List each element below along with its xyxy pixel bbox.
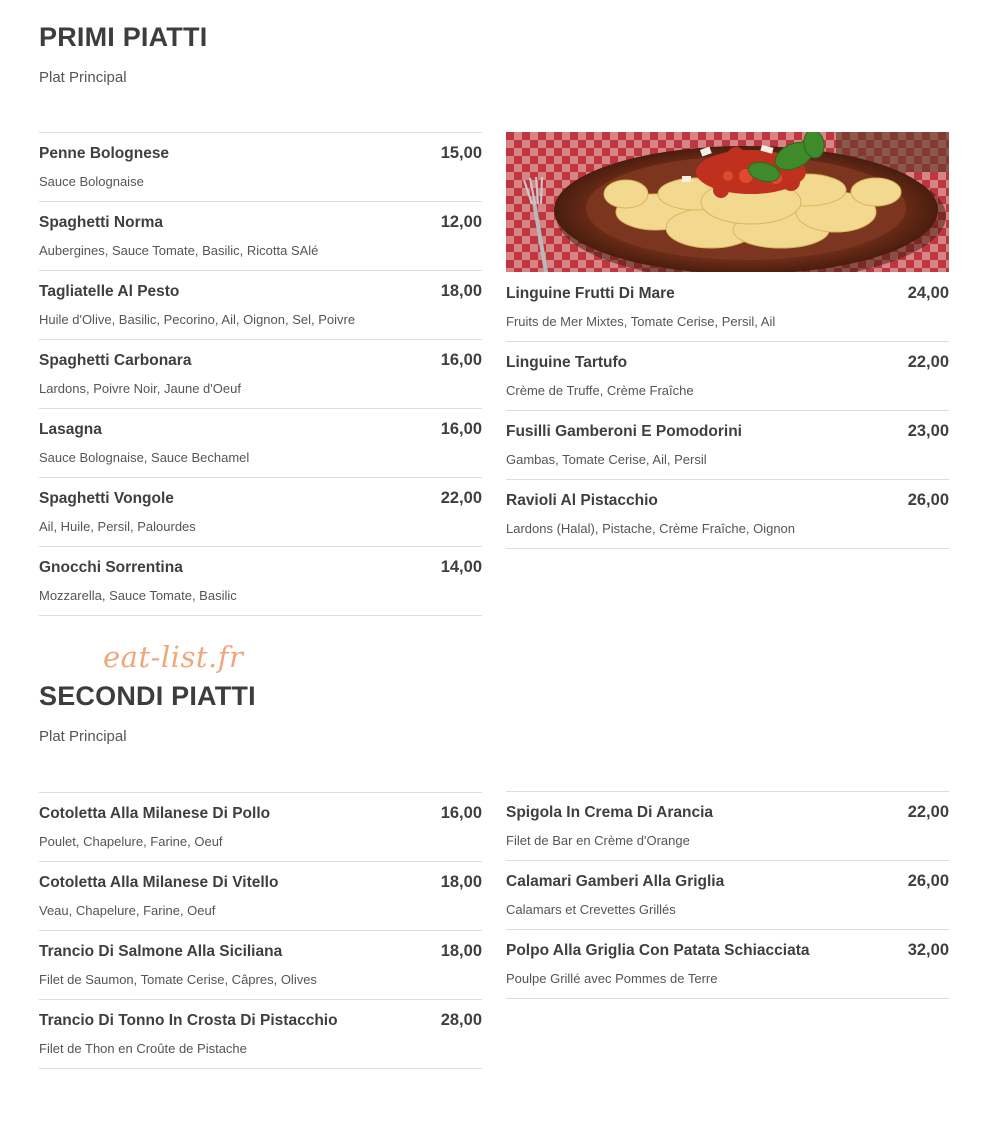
item-description: Fruits de Mer Mixtes, Tomate Cerise, Persil, Ail: [506, 314, 776, 329]
item-price: 26,00: [907, 872, 949, 890]
menu-item: [506, 411, 949, 480]
item-price: 28,00: [440, 1011, 482, 1029]
item-price: 23,00: [907, 422, 949, 440]
menu-item: [506, 930, 949, 999]
item-name: Linguine Tartufo: [506, 354, 628, 371]
item-description: Lardons (Halal), Pistache, Crème Fraîche, Oignon: [506, 521, 796, 536]
item-name: Linguine Frutti Di Mare: [506, 285, 675, 302]
item-description: Gambas, Tomate Cerise, Ail, Persil: [506, 452, 707, 467]
item-description: Poulpe Grillé avec Pommes de Terre: [506, 971, 718, 986]
item-name: Calamari Gamberi Alla Griglia: [506, 873, 725, 890]
item-name: Spigola In Crema Di Arancia: [506, 804, 714, 821]
item-name: Trancio Di Salmone Alla Siciliana: [39, 943, 283, 960]
item-price: 16,00: [440, 351, 482, 369]
section-title-primi: PRIMI PIATTI: [39, 22, 208, 52]
item-name: Trancio Di Tonno In Crosta Di Pistacchio: [39, 1012, 338, 1029]
item-description: Sauce Bolognaise: [39, 174, 144, 189]
item-name: Fusilli Gamberoni E Pomodorini: [506, 423, 742, 440]
section-subtitle-primi: Plat Principal: [39, 69, 127, 86]
item-price: 24,00: [907, 284, 949, 302]
item-price: 16,00: [440, 804, 482, 822]
item-description: Crème de Truffe, Crème Fraîche: [506, 383, 694, 398]
item-name: Polpo Alla Griglia Con Patata Schiacciata: [506, 942, 810, 959]
item-price: 26,00: [907, 491, 949, 509]
item-name: Gnocchi Sorrentina: [39, 559, 183, 576]
item-description: Poulet, Chapelure, Farine, Oeuf: [39, 834, 223, 849]
menu-item: [39, 133, 482, 202]
item-name: Spaghetti Norma: [39, 214, 164, 231]
item-description: Filet de Thon en Croûte de Pistache: [39, 1041, 247, 1056]
item-name: Penne Bolognese: [39, 145, 170, 162]
item-name: Cotoletta Alla Milanese Di Vitello: [39, 874, 279, 891]
item-price: 22,00: [440, 489, 482, 507]
item-description: Filet de Saumon, Tomate Cerise, Câpres, Olives: [39, 972, 317, 987]
section-subtitle-secondi: Plat Principal: [39, 728, 127, 745]
item-price: 18,00: [440, 873, 482, 891]
menu-item: [39, 202, 482, 271]
item-name: Cotoletta Alla Milanese Di Pollo: [39, 805, 271, 822]
item-price: 18,00: [440, 282, 482, 300]
menu-item: [506, 480, 949, 549]
item-price: 22,00: [907, 353, 949, 371]
item-price: 12,00: [440, 213, 482, 231]
item-description: Filet de Bar en Crème d'Orange: [506, 833, 690, 848]
item-description: Sauce Bolognaise, Sauce Bechamel: [39, 450, 250, 465]
primi-right-list: [506, 273, 949, 549]
item-description: Mozzarella, Sauce Tomate, Basilic: [39, 588, 237, 603]
item-price: 22,00: [907, 803, 949, 821]
item-description: Calamars et Crevettes Grillés: [506, 902, 676, 917]
item-description: Ail, Huile, Persil, Palourdes: [39, 519, 196, 534]
item-description: Lardons, Poivre Noir, Jaune d'Oeuf: [39, 381, 241, 396]
menu-item: [39, 340, 482, 409]
item-description: Veau, Chapelure, Farine, Oeuf: [39, 903, 216, 918]
item-price: 18,00: [440, 942, 482, 960]
section-title-secondi: SECONDI PIATTI: [39, 681, 256, 711]
item-price: 15,00: [440, 144, 482, 162]
item-name: Spaghetti Vongole: [39, 490, 174, 507]
menu-item: [506, 861, 949, 930]
menu-item: [39, 271, 482, 340]
secondi-right-list: [506, 791, 949, 999]
menu-item: [39, 1000, 482, 1069]
item-price: 14,00: [440, 558, 482, 576]
menu-item: [39, 547, 482, 616]
primi-left-list: [39, 132, 482, 616]
menu-item: [39, 862, 482, 931]
item-description: Huile d'Olive, Basilic, Pecorino, Ail, Oignon, Sel, Poivre: [39, 312, 356, 327]
item-name: Spaghetti Carbonara: [39, 352, 192, 369]
menu-item: [39, 793, 482, 862]
menu-item: [39, 409, 482, 478]
menu-item: [506, 792, 949, 861]
item-name: Ravioli Al Pistacchio: [506, 492, 658, 509]
watermark-text: eat-list.fr: [103, 640, 244, 674]
secondi-left-list: [39, 792, 482, 1069]
menu-item: [506, 342, 949, 411]
item-description: Aubergines, Sauce Tomate, Basilic, Ricotta SAlé: [39, 243, 319, 258]
item-name: Lasagna: [39, 421, 102, 438]
menu-item: [506, 273, 949, 342]
menu-item: [39, 931, 482, 1000]
item-name: Tagliatelle Al Pesto: [39, 283, 180, 300]
item-price: 16,00: [440, 420, 482, 438]
item-price: 32,00: [907, 941, 949, 959]
menu-item: [39, 478, 482, 547]
pasta-dish-image: [506, 132, 949, 272]
